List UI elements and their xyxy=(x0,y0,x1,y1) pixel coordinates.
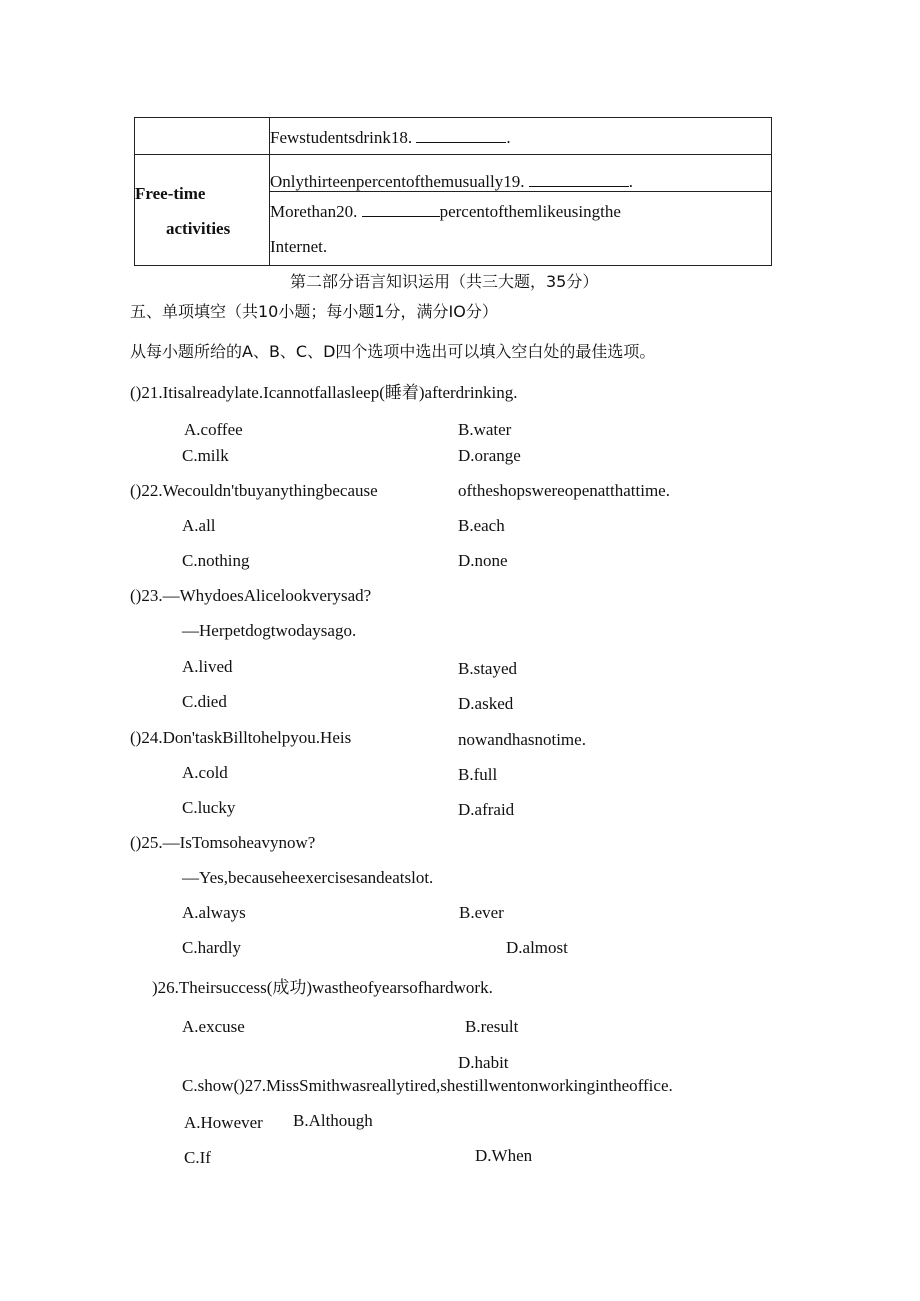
q26-option-a[interactable]: A.excuse xyxy=(182,1017,245,1036)
section-title: 五、单项填空（共10小题；每小题1分，满分IO分） xyxy=(130,302,498,321)
question-25-reply: —Yes,becauseheexercisesandeatslot. xyxy=(182,868,434,887)
question-24-stem: ()24.Don'taskBilltohelpyou.Heis xyxy=(130,728,352,747)
question-25-stem: ()25.—IsTomsoheavynow? xyxy=(130,833,316,852)
q27-option-a[interactable]: A.However xyxy=(184,1113,263,1132)
q25-option-d[interactable]: D.almost xyxy=(506,938,568,957)
section-label-activities: activities xyxy=(166,219,231,238)
q27-option-b[interactable]: B.Although xyxy=(293,1111,373,1130)
question-21-stem: ()21.Itisalreadylate.Icannotfallasleep(睡着)afterdrinking. xyxy=(130,383,518,402)
q23-option-b[interactable]: B.stayed xyxy=(458,659,518,678)
part-title: 第二部分语言知识运用（共三大题，35分） xyxy=(290,272,599,291)
q21-option-d[interactable]: D.orange xyxy=(458,446,521,465)
q23-option-c[interactable]: C.died xyxy=(182,692,227,711)
q21-option-c[interactable]: C.milk xyxy=(182,446,229,465)
q27-option-d[interactable]: D.When xyxy=(475,1146,533,1165)
q27-option-c[interactable]: C.If xyxy=(184,1148,211,1167)
q23-option-d[interactable]: D.asked xyxy=(458,694,514,713)
q25-option-b[interactable]: B.ever xyxy=(459,903,504,922)
q22-option-b[interactable]: B.each xyxy=(458,516,505,535)
q24-option-a[interactable]: A.cold xyxy=(182,763,228,782)
table-row-divider xyxy=(134,154,771,155)
q22-option-c[interactable]: C.nothing xyxy=(182,551,250,570)
table-row-internet: Morethan20. percentofthemlikeusingthe xyxy=(270,202,621,221)
answer-blank-20[interactable] xyxy=(362,202,440,217)
q25-option-c[interactable]: C.hardly xyxy=(182,938,242,957)
table-row-usually: Onlythirteenpercentofthemusually19. . xyxy=(270,172,633,191)
section-label-free-time: Free-time xyxy=(135,184,206,203)
q25-option-a[interactable]: A.always xyxy=(182,903,246,922)
question-24-stem-cont: nowandhasnotime. xyxy=(458,730,586,749)
q21-option-b[interactable]: B.water xyxy=(458,420,512,439)
instruction: 从每小题所给的A、B、C、D四个选项中选出可以填入空白处的最佳选项。 xyxy=(130,342,656,361)
q22-option-a[interactable]: A.all xyxy=(182,516,216,535)
table-row-internet-cont: Internet. xyxy=(270,237,328,256)
q21-option-a[interactable]: A.coffee xyxy=(184,420,243,439)
q24-option-c[interactable]: C.lucky xyxy=(182,798,236,817)
question-27-stem: C.show()27.MissSmithwasreallytired,shestillwentonworkingintheoffice. xyxy=(182,1076,673,1095)
question-22-stem: ()22.Wecouldn'tbuyanythingbecause xyxy=(130,481,378,500)
question-23-stem: ()23.—WhydoesAlicelookverysad? xyxy=(130,586,372,605)
q23-option-a[interactable]: A.lived xyxy=(182,657,233,676)
answer-blank-18[interactable] xyxy=(416,128,506,143)
answer-blank-19[interactable] xyxy=(529,172,629,187)
table-row-drink: Fewstudentsdrink18. . xyxy=(270,128,511,147)
question-23-reply: —Herpetdogtwodaysago. xyxy=(182,621,357,640)
question-26-stem: )26.Theirsuccess(成功)wastheofyearsofhardwork. xyxy=(152,978,493,997)
q26-option-d[interactable]: D.habit xyxy=(458,1053,509,1072)
q24-option-b[interactable]: B.full xyxy=(458,765,498,784)
question-22-stem-cont: oftheshopswereopenatthattime. xyxy=(458,481,670,500)
q26-option-b[interactable]: B.result xyxy=(465,1017,519,1036)
q24-option-d[interactable]: D.afraid xyxy=(458,800,515,819)
q22-option-d[interactable]: D.none xyxy=(458,551,508,570)
